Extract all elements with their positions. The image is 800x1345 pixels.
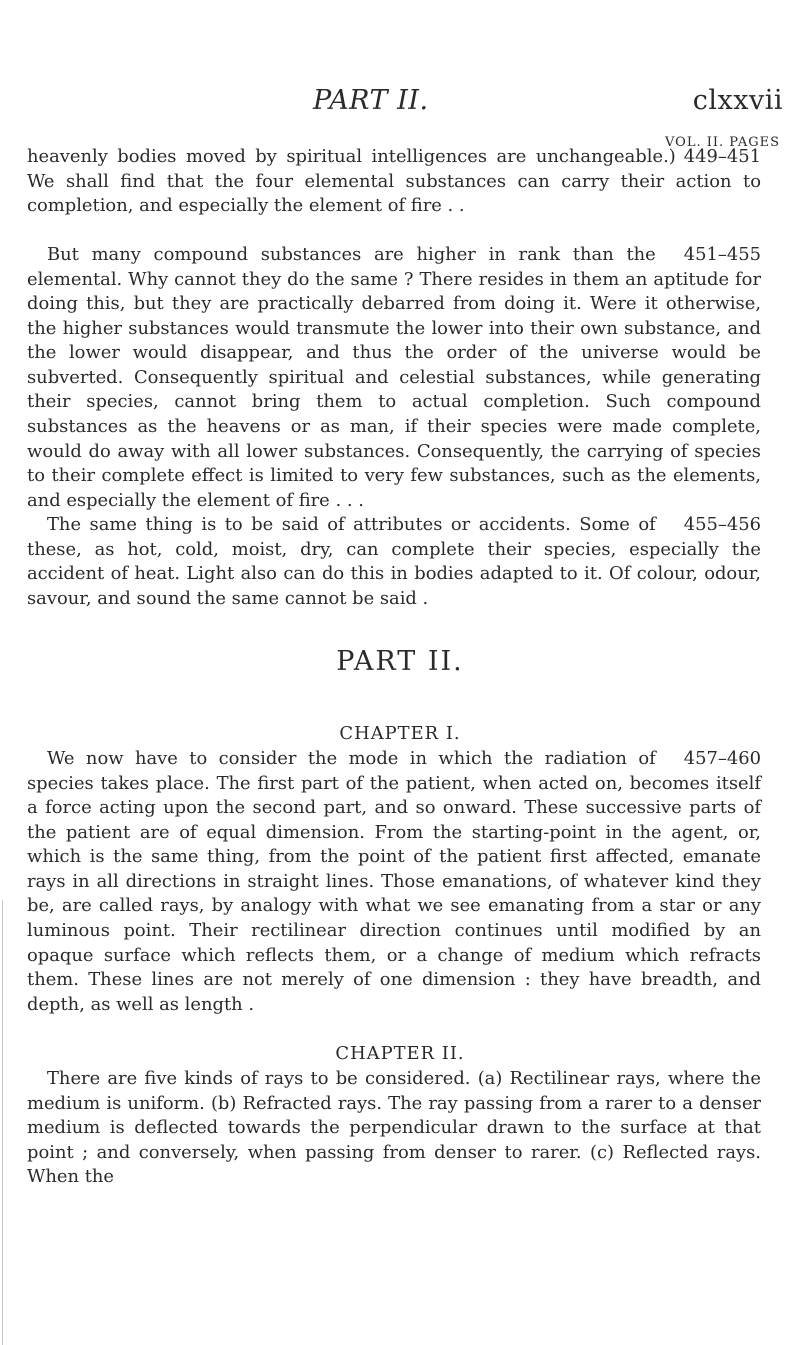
chapter-paragraph [27, 1067, 761, 1190]
chapter-heading: CHAPTER I. [339, 723, 461, 744]
page-edge-line [2, 900, 3, 1345]
chapter-paragraph [27, 747, 761, 1017]
summary-paragraph [27, 145, 761, 219]
paragraph-text: But many compound substances are higher in rank than the elemental. Why cannot they do the same ? There resides in them an aptitude for doing this, but they are practically debarred from doing it. Were it otherwise, the higher substances would transmute the lower into their own substance, and the lower would disappear, and thus the order of the universe would be subverted. Consequently spiritual and celestial substances, while generating their species, cannot bring them to actual completion. Such compound substances as the heavens or as man, if their species were made complete, would do away with all lower substances. Consequently, the carrying of species to their complete effect is limited to very few substances, such as the elements, and especially the element of fire . . . [27, 244, 761, 511]
summary-paragraph [27, 513, 761, 611]
page-number: clxxvii [692, 85, 783, 116]
paragraph-text: The same thing is to be said of attributes or accidents. Some of these, as hot, cold, moist, dry, can complete their species, especially the accident of heat. Light also can do this in bodies adapted to it. Of colour, odour, savour, and sound the same cannot be said . [27, 514, 761, 609]
volume-pages-label: VOL. II. PAGES [665, 135, 780, 150]
paragraph-text: There are five kinds of rays to be considered. (a) Rectilinear rays, where the medium is uniform. (b) Refracted rays. The ray passing from a rarer to a denser medium is deflected towards the perpendicular drawn to the surface at that point ; and conversely, when passing from denser to rarer. (c) Reflected rays. When the [27, 1068, 761, 1188]
paragraph-text: heavenly bodies moved by spiritual intelligences are unchangeable.) We shall find that the four elemental substances can carry their action to completion, and especially the element of fire . . [27, 146, 761, 217]
chapter-heading: CHAPTER II. [335, 1043, 465, 1064]
page-reference: 457–460 [683, 748, 761, 769]
page-reference: 449–451 [683, 146, 761, 167]
paragraph-text: We now have to consider the mode in which the radiation of species takes place. The first part of the patient, when acted on, becomes itself a force acting upon the second part, and so onward. These successive parts of the patient are of equal dimension. From the starting-point in the agent, or, which is the same thing, from the point of the patient first affected, emanate rays in all directions in straight lines. Those emanations, of whatever kind they be, are called rays, by analogy with what we see emanating from a star or any luminous point. Their rectilinear direction continues until modified by an opaque surface which reflects them, or a change of medium which refracts them. These lines are not merely of one dimension : they have breadth, and depth, as well as length . [27, 748, 761, 1015]
running-title: PART II. [313, 85, 429, 116]
page-reference: 455–456 [683, 514, 761, 535]
part-heading: PART II. [336, 646, 464, 677]
summary-paragraph [27, 243, 761, 513]
page-reference: 451–455 [683, 244, 761, 265]
